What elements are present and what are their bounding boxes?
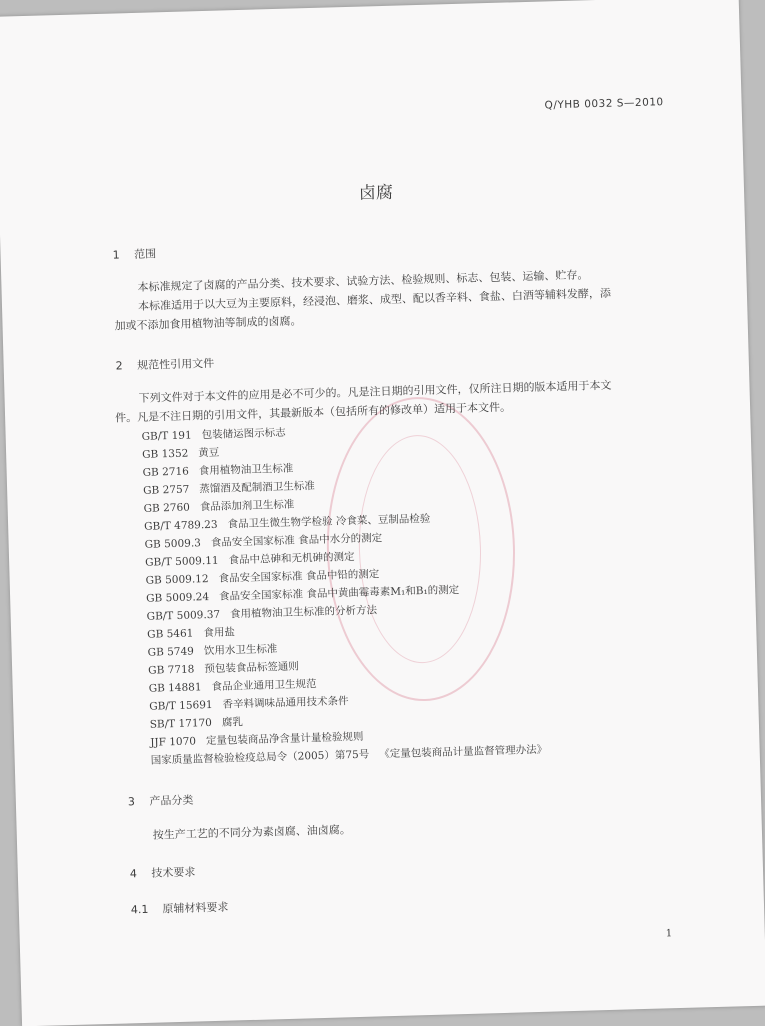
section-heading-1 [112,245,156,262]
reference-code: JJF 1070 [150,735,197,749]
reference-title: 食品中总砷和无机砷的测定 [228,550,355,567]
section-title: 原辅材料要求 [162,900,229,916]
section-title: 产品分类 [149,793,194,808]
document-title: 卤腐 [358,182,394,204]
reference-code: GB/T 191 [141,429,192,443]
reference-title: 食品安全国家标准 食品中水分的测定 [210,532,383,549]
section-number: 2 [115,359,123,373]
reference-title: 食用植物油卫生标准的分析方法 [229,604,378,621]
reference-item [149,693,349,714]
reference-item [143,497,294,516]
reference-code: GB 2760 [143,501,191,515]
scope-line-3: 加或不添加食用植物油等制成的卤腐。 [114,314,302,333]
reference-item [147,624,235,641]
page-number: 1 [665,928,673,940]
section-number: 4 [129,867,138,881]
section-number: 3 [127,795,136,809]
reference-code: GB 7718 [148,663,195,677]
reference-code: GB/T 15691 [149,698,213,713]
reference-title: 食品添加剂卫生标准 [199,498,295,514]
reference-item [145,549,355,570]
document-number: Q/YHB 0032 S—2010 [544,96,664,112]
reference-code: GB 5009.3 [144,537,202,551]
reference-title: 黄豆 [198,446,220,460]
section-title: 技术要求 [151,865,196,880]
reference-code: SB/T 17170 [149,716,213,731]
reference-title: 定量包装商品净含量计量检验规则 [205,730,364,748]
section-heading-2 [115,355,214,374]
reference-item [150,729,364,750]
reference-title: 食用植物油卫生标准 [198,462,294,478]
section-heading-4 [130,864,196,882]
reference-title: 饮用水卫生标准 [203,643,278,658]
scope-line-2: 本标准适用于以大豆为主要原料，经浸泡、磨浆、成型、配以香辛料、食盐、白酒等辅料发酵，添 [137,286,612,313]
reference-code: GB 1352 [142,447,189,461]
reference-title: 预包装食品标签通则 [204,660,300,676]
section-number: 4.1 [130,902,149,917]
scope-line-1: 本标准规定了卤腐的产品分类、技术要求、试验方法、检验规则、标志、包装、运输、贮存。 [137,268,589,294]
reference-code: GB 2757 [143,483,190,497]
section-heading-3 [128,792,194,810]
reference-title: 食用盐 [203,626,236,640]
reference-code: GB/T 5009.11 [145,554,219,569]
reference-code: GB 5009.12 [145,573,209,587]
section-number: 1 [112,248,120,262]
reference-code: GB/T 4789.23 [144,518,218,533]
references-intro-line-2: 件。凡是不注日期的引用文件，其最新版本（包括所有的修改单）适用于本文件。 [114,400,512,425]
reference-item [141,425,285,444]
reference-code: GB 5749 [147,645,195,659]
reference-code: GB/T 5009.37 [146,608,221,623]
reference-title: 腐乳 [221,716,244,729]
reference-item [148,659,299,678]
reference-item [142,445,220,462]
reference-title: 食品卫生微生物学检验 冷食菜、豆制品检验 [227,512,431,531]
classification-text: 按生产工艺的不同分为素卤腐、油卤腐。 [152,823,351,842]
references-intro-line-1: 下列文件对于本文件的应用是必不可少的。凡是注日期的引用文件，仅所注日期的版本适用于本文 [138,378,612,405]
section-heading-4-1 [131,899,229,918]
reference-title: 香辛料调味品通用技术条件 [222,695,349,711]
reference-code: GB 5461 [147,627,194,641]
reference-item [148,641,278,660]
reference-item [143,478,315,498]
reference-code: GB 2716 [142,465,190,479]
reference-title: 包装储运图示标志 [201,426,286,442]
reference-code: GB 5009.24 [146,591,210,605]
reference-item [142,461,293,480]
reference-code: GB 14881 [148,681,202,695]
reference-item [149,676,317,696]
reference-title: 蒸馏酒及配制酒卫生标准 [199,480,315,496]
section-title: 范围 [133,247,157,261]
reference-code: 国家质量监督检验检疫总局令（2005）第75号 [150,748,370,767]
section-title: 规范性引用文件 [137,356,215,372]
reference-title: 食品安全国家标准 食品中铅的测定 [218,568,380,585]
reference-title: 《定量包装商品计量监督管理办法》 [379,743,548,761]
reference-item [150,714,244,732]
reference-title: 食品企业通用卫生规范 [211,678,317,693]
reference-title: 食品安全国家标准 食品中黄曲霉毒素M₁和B₁的测定 [218,584,460,603]
